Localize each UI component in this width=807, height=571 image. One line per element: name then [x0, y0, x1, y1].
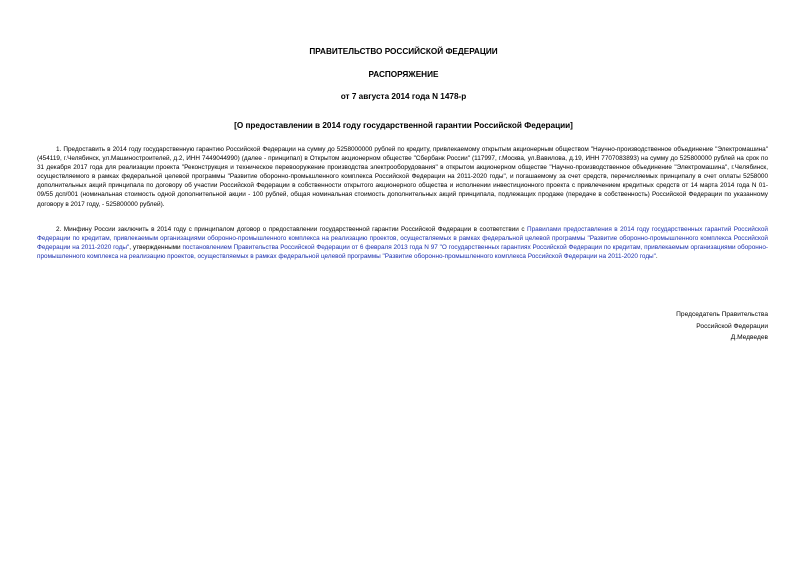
rules-link[interactable]: Правилами предоставления в 2014 году государственных гарантий Российской Федерации по кредитам, привлекаемым организациями оборонно-промышленного комплекса на реализацию проектов, осуществляемых в рамках федеральной целевой программы "Развитие оборонно-промышленного комплекса Российской Федерации на 2011-2020 годы" [37, 226, 768, 252]
paragraph-2 [37, 225, 768, 261]
paragraph-2-suffix: . [655, 253, 658, 261]
document-date-number: от 7 августа 2014 года N 1478-р [340, 92, 467, 101]
document-type-heading: РАСПОРЯЖЕНИЕ [368, 70, 439, 79]
paragraph-2-middle: , утвержденными [129, 244, 183, 252]
paragraph-1: 1. Предоставить в 2014 году государственную гарантию Российской Федерации на сумму до 5258000000 рублей по кредиту, привлекаемому открытым акционерным обществом "Научно-производственное объединение "Электромашина" (454119, г.Челябинск, ул.Машиностроителей, д.2, ИНН 7449044990) (далее - принципал) в Открытом акционерном обществе "Сбербанк России" (117997, г.Москва, ул.Вавилова, д.19, ИНН 7707083893) на сумму до 525800000 рублей на срок по 31 декабря 2017 года для реализации проекта "Реконструкция и техническое перевооружение производства электрооборудования" в открытом акционерном обществе "Научно-производственное объединение "Электромашина", г.Челябинск, осуществляемого в рамках федеральной целевой программы "Развитие оборонно-промышленного комплекса Российской Федерации на 2011-2020 годы", и погашаемому за счет средств, перечисляемых принципалу в счет оплаты 5258000 дополнительных акций принципала по договору об участии Российской Федерации в собственности открытого акционерного общества и исполнении инвестиционного проекта с привлечением кредитных средств от 14 марта 2014 года N 01-09/55 дсп/001 (номинальная стоимость одной дополнительной акции - 100 рублей, общая номинальная стоимость дополнительных акций принципала, подлежащих продаже (передаче в собственность) Российской Федерации по указанному договору в 2017 году, - 525800000 рублей). [37, 146, 768, 208]
signature-block [676, 309, 768, 344]
document-title: [О предоставлении в 2014 году государственной гарантии Российской Федерации] [234, 121, 573, 130]
resolution-link[interactable]: постановлением Правительства Российской Федерации от 6 февраля 2013 года N 97 "О государственных гарантиях Российской Федерации по кредитам, привлекаемым организациями оборонно-промышленного комплекса на реализацию проектов, осуществляемых в рамках федеральной целевой программы "Развитие оборонно-промышленного комплекса Российской Федерации на 2011-2020 годы" [37, 244, 769, 261]
paragraph-2-prefix: 2. Минфину России заключить в 2014 году с принципалом договор о предоставлении государственной гарантии Российской Федерации в соответствии с [56, 226, 527, 233]
signature-position-line1: Председатель Правительства [676, 311, 768, 318]
government-heading: ПРАВИТЕЛЬСТВО РОССИЙСКОЙ ФЕДЕРАЦИИ [309, 47, 498, 56]
signature-position-line2: Российской Федерации [696, 322, 768, 330]
signature-name: Д.Медведев [730, 334, 768, 341]
